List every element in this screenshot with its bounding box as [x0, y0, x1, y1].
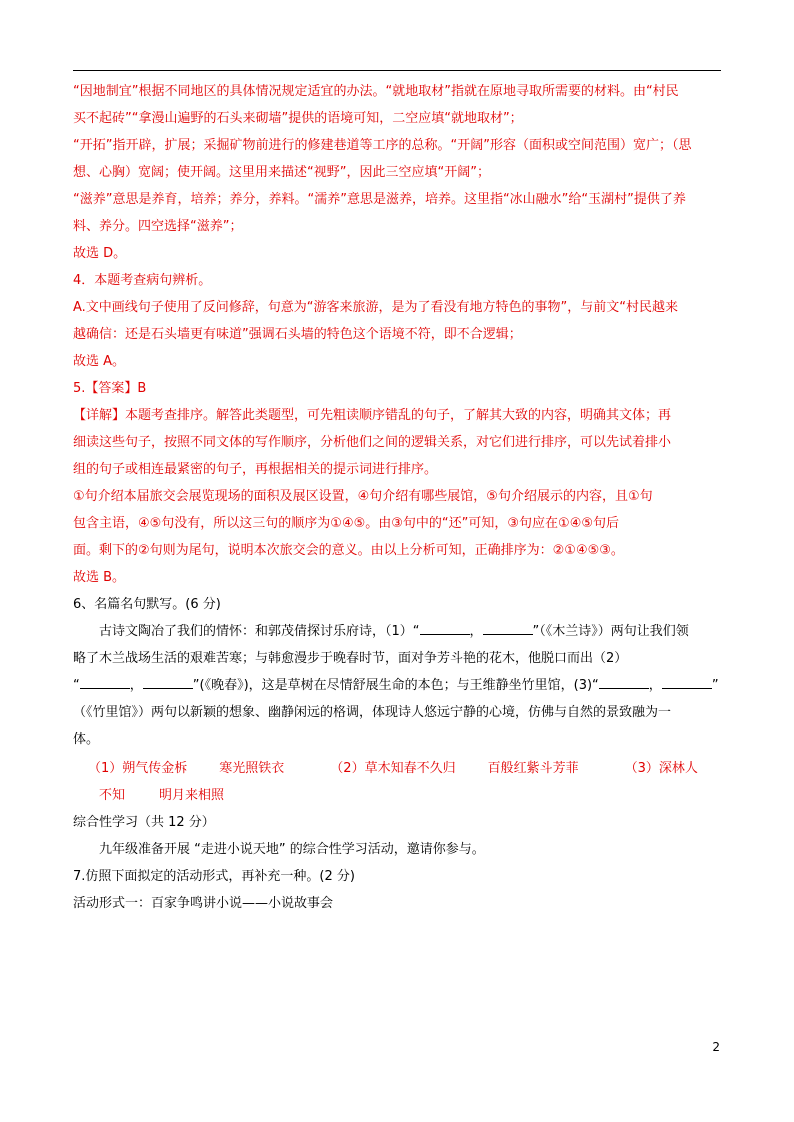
section-intro: 九年级准备开展 “走进小说天地” 的综合性学习活动，邀请你参与。 — [99, 842, 485, 857]
question-6-paragraph: 古诗文陶冶了我们的情怀：和郭茂倩探讨乐府诗，（1）“ ， ”（《木兰诗》）两句让我们领 — [99, 624, 689, 639]
document-page — [73, 78, 725, 917]
explanation-line: “因地制宜”根据不同地区的具体情况规定适宜的办法。“就地取材”指就在原地寻取所需要的材料。由“村民 — [73, 84, 679, 99]
answer-choice-d: 故选 D。 — [73, 246, 127, 261]
question-6-paragraph: “ ， ”(《晚春》)，这是草树在尽情舒展生命的本色；与王维静坐竹里馆，(3)“ ， ” — [73, 678, 719, 693]
answer-choice-b: 故选 B。 — [73, 570, 126, 585]
explanation-line: 买不起砖”“拿漫山遍野的石头来砌墙”提供的语境可知，二空应填“就地取材”； — [73, 111, 523, 126]
page-number: 2 — [712, 1040, 720, 1054]
question-4-heading: 4．本题考查病句辨析。 — [73, 273, 212, 288]
answer-choice-a: 故选 A。 — [73, 354, 126, 369]
explanation-line: 想、心胸）宽阔；使开阔。这里用来描述“视野”，因此三空应填“开阔”； — [73, 165, 490, 180]
question-6-paragraph: 略了木兰战场生活的艰难苦寒；与韩愈漫步于晚春时节，面对争芳斗艳的花木，他脱口而出（2） — [73, 651, 628, 666]
question-7-heading: 7.仿照下面拟定的活动形式，再补充一种。(2 分) — [73, 869, 355, 884]
fill-blank[interactable] — [420, 622, 470, 635]
explanation-line: 细读这些句子，按照不同文体的写作顺序，分析他们之间的逻辑关系，对它们进行排序，可以先试着排小 — [73, 435, 672, 450]
explanation-line: 组的句子或相连最紧密的句子，再根据相关的提示词进行排序。 — [73, 462, 438, 477]
explanation-line: 包含主语，④⑤句没有，所以这三句的顺序为①④⑤。由③句中的“还”可知，③句应在①④⑤句后 — [73, 516, 620, 531]
explanation-line: 料、养分。四空选择“滋养”； — [73, 219, 243, 234]
header-rule — [73, 70, 721, 71]
fill-blank[interactable] — [483, 622, 533, 635]
fill-blank[interactable] — [662, 676, 712, 689]
explanation-line: 面。剩下的②句则为尾句，说明本次旅交会的意义。由以上分析可知，正确排序为：②①④⑤③。 — [73, 543, 624, 558]
question-6-answers: （1）朔气传金柝 寒光照铁衣 （2）草木知春不久归 百般红紫斗芳菲 （3）深林人 — [88, 761, 698, 776]
question-6-paragraph: （《竹里馆》）两句以新颖的想象、幽静闲远的格调，体现诗人悠远宁静的心境，仿佛与自然的景致融为一 — [73, 705, 672, 720]
explanation-line: “滋养”意思是养育，培养；养分，养料。“濡养”意思是滋养，培养。这里指“冰山融水”给“玉湖村”提供了养 — [73, 192, 686, 207]
fill-blank[interactable] — [80, 676, 130, 689]
explanation-line: 越确信：还是石头墙更有味道”强调石头墙的特色这个语境不符，即不合逻辑； — [73, 327, 522, 342]
explanation-line: ①句介绍本届旅交会展览现场的面积及展区设置，④句介绍有哪些展馆，⑤句介绍展示的内容，且①句 — [73, 489, 653, 504]
fill-blank[interactable] — [143, 676, 193, 689]
question-6-paragraph: 体。 — [73, 732, 100, 747]
explanation-line: “开拓”指开辟，扩展；采掘矿物前进行的修建巷道等工序的总称。“开阔”形容（面积或空间范围）宽广；（思 — [73, 138, 692, 153]
activity-form-one: 活动形式一：百家争鸣讲小说——小说故事会 — [73, 896, 334, 911]
question-5-answer: 5.【答案】B — [73, 381, 147, 396]
question-6-heading: 6、名篇名句默写。(6 分) — [73, 597, 221, 612]
question-6-answers: 不知 明月来相照 — [99, 788, 225, 803]
explanation-line: 【详解】本题考查排序。解答此类题型，可先粗读顺序错乱的句子，了解其大致的内容，明确其文体；再 — [73, 408, 672, 423]
section-title: 综合性学习（共 12 分） — [73, 815, 215, 830]
fill-blank[interactable] — [599, 676, 649, 689]
explanation-line: A.文中画线句子使用了反问修辞，句意为“游客来旅游，是为了看没有地方特色的事物”，与前文“村民越来 — [73, 300, 679, 315]
